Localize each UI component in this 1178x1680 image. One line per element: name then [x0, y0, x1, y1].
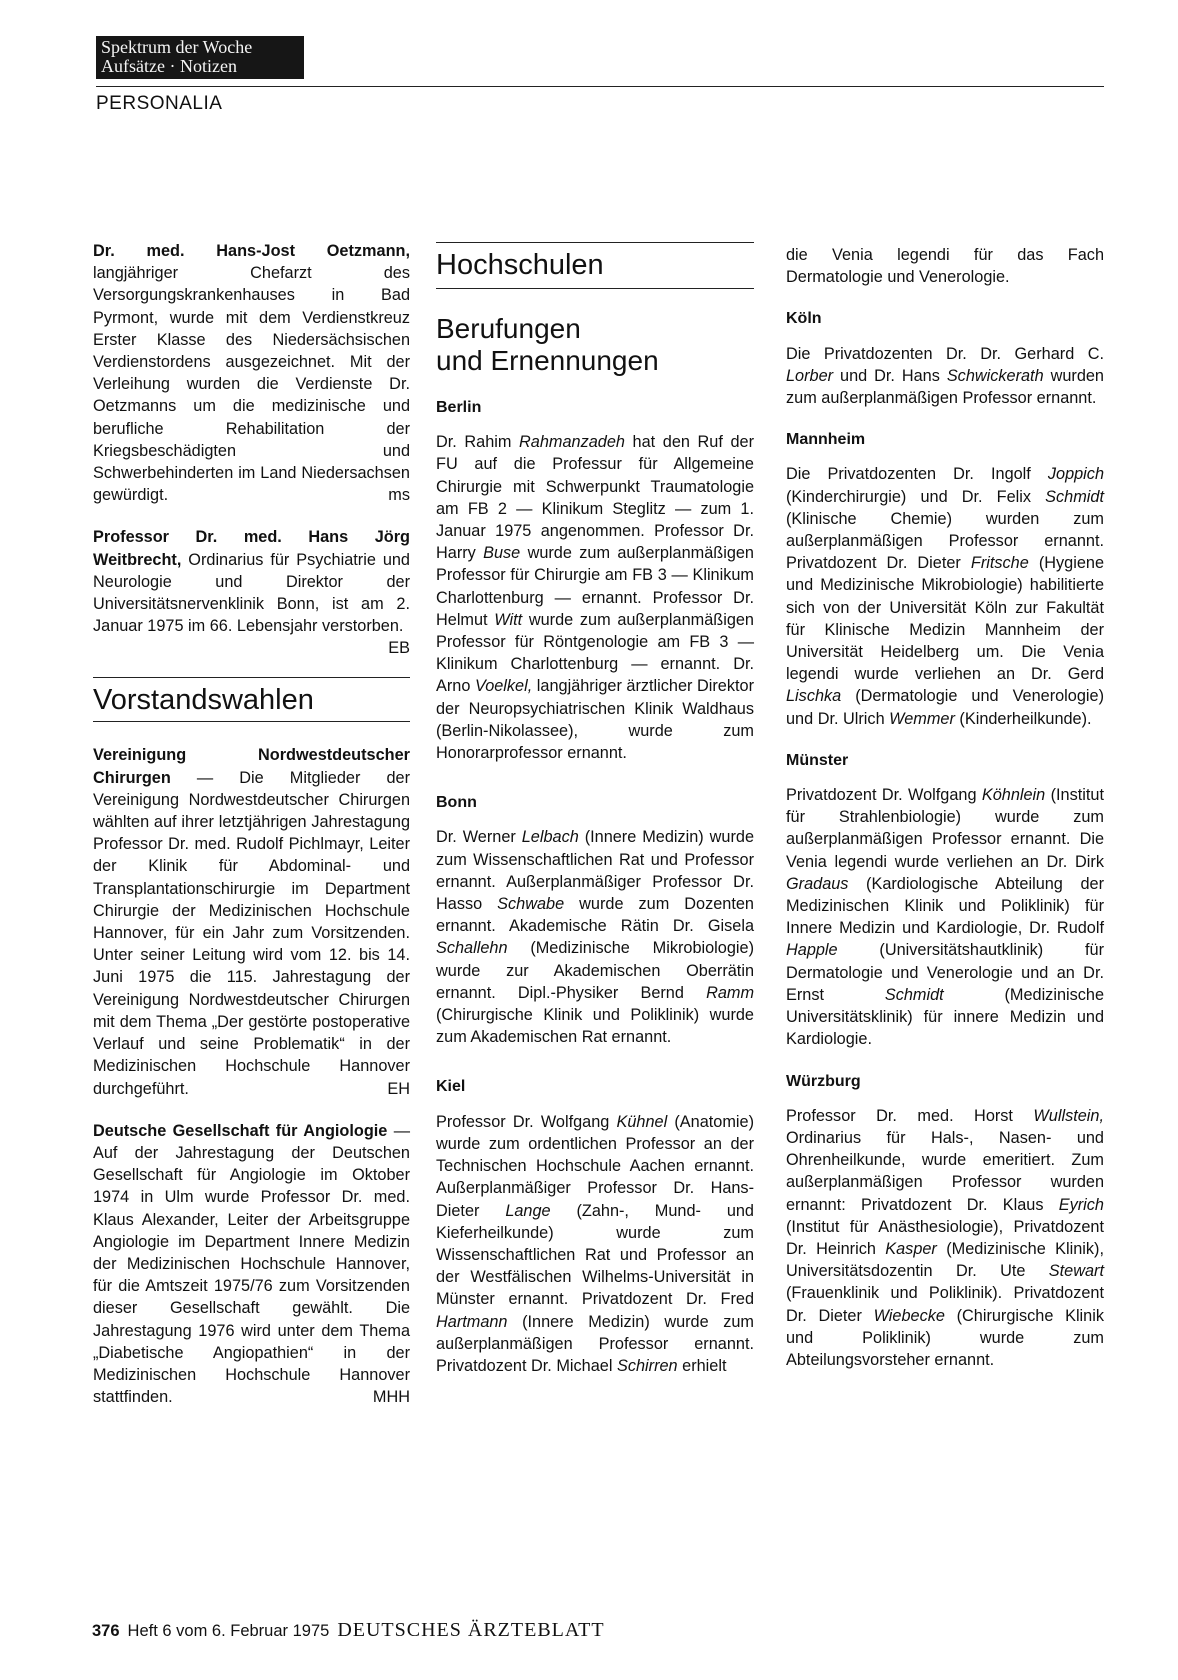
city-heading-wuerzburg: Würzburg — [786, 1072, 861, 1090]
news-muenster: Privatdozent Dr. Wolfgang Köhnlein (Institut für Strahlenbiologie) wurde zum außerplanmäßigen Professor ernannt. Die Venia legendi wurde verliehen an Dr. Dirk Gradaus (Kardiologische Abteilung der Medizinischen Klinik und Poliklinik) für Innere Medizin und Kardiologie, Dr. Rudolf Happle (Universitätshautklinik) für Dermatologie und Venerologie und an Dr. Ernst Schmidt (Medizinische Universitätsklinik) für innere Medizin und Kardiologie. — [786, 786, 1105, 1049]
column-1 — [93, 240, 410, 1408]
news-mannheim: Die Privatdozenten Dr. Ingolf Joppich (Kinderchirurgie) und Dr. Felix Schmidt (Klinische Chemie) wurden zum außerplanmäßigen Professor ernannt. Privatdozent Dr. Dieter Fritsche (Hygiene und Medizinische Mikrobiologie) habilitierte sich von der Universität Köln zur Fakultät für Klinische Medizin Mannheim der Universität Heidelberg um. Die Venia legendi wurde verliehen an Dr. Gerd Lischka (Dermatologie und Venerologie) und Dr. Ulrich Wemmer (Kinderheilkunde). — [786, 465, 1105, 728]
news-kiel: Professor Dr. Wolfgang Kühnel (Anatomie) wurde zum ordentlichen Professor an der Technischen Hochschule Aachen ernannt. Außerplanmäßiger Professor Dr. Hans-Dieter Lange (Zahn-, Mund- und Kieferheilkunde) wurde zum Wissenschaftlichen Rat und Professor an der Westfälischen Wilhelms-Universität in Münster ernannt. Privatdozent Dr. Fred Hartmann (Innere Medizin) wurde zum außerplanmäßigen Professor ernannt. Privatdozent Dr. Michael Schirren erhielt — [436, 1112, 754, 1375]
page-footer — [92, 1619, 605, 1642]
city-heading-koeln: Köln — [786, 310, 822, 328]
news-kiel-continued: die Venia legendi für das Fach Dermatologie und Venerologie. — [786, 246, 1104, 287]
author-sig: MHH — [372, 1388, 410, 1407]
article-chirurgen: Vereinigung Nordwestdeutscher Chirurgen — Die Mitglieder der Vereinigung Nordwestdeutscher Chirurgen wählten auf ihrer letztjährigen Jahrestagung Professor Dr. med. Rudolf Pichlmayr, Leiter der Klinik für Abdominal- und Transplantationschirurgie im Department Chirurgie der Medizinischen Hochschule Hannover, für ein Jahr zum Vorsitzenden. Unter seiner Leitung wird vom 12. bis 14. Juni 1975 die 115. Jahrestagung der Vereinigung Nordwestdeutscher Chirurgen mit dem Thema „Der gestörte postoperative Verlauf und seine Problematik“ in der Medizinischen Hochschule Hannover durchgeführt. EH — [93, 744, 410, 1099]
page-number: 376 — [92, 1622, 120, 1640]
city-heading-berlin: Berlin — [436, 399, 482, 416]
city-heading-muenster: Münster — [786, 751, 849, 769]
section-box-line1: Spektrum der Woche — [101, 37, 253, 57]
subheading-ernennungen: und Ernennungen — [436, 345, 659, 376]
news-koeln: Die Privatdozenten Dr. Dr. Gerhard C. Lorber und Dr. Hans Schwickerath wurden zum außerplanmäßigen Professor ernannt. — [786, 344, 1104, 408]
org-name: Deutsche Gesellschaft für Angiologie — [93, 1121, 388, 1140]
issue-info: Heft 6 vom 6. Februar 1975 — [127, 1622, 330, 1640]
person-name: Dr. med. Hans-Jost Oetzmann, — [93, 242, 410, 260]
magazine-name: DEUTSCHES ÄRZTEBLATT — [337, 1619, 605, 1641]
header-rule — [96, 86, 1104, 87]
section-label: PERSONALIA — [96, 93, 223, 114]
author-sig: EH — [387, 1079, 410, 1098]
column-3 — [786, 244, 1104, 1371]
column-2 — [436, 242, 754, 1377]
city-heading-mannheim: Mannheim — [786, 431, 866, 449]
obituary-weitbrecht: Professor Dr. med. Hans Jörg Weitbrecht, Ordinarius für Psychiatrie und Neurologie und Direktor der Universitätsnervenklinik Bonn, ist am 2. Januar 1975 im 66. Lebensjahr verstorben. EB — [93, 526, 410, 637]
org-name: Vereinigung Nordwestdeutscher Chirurgen — [93, 746, 410, 787]
author-sig: ms — [388, 486, 410, 505]
author-sig: EB — [388, 639, 410, 658]
section-box-line2: Aufsätze · Notizen — [101, 56, 237, 76]
subheading-berufungen: Berufungen — [436, 313, 581, 344]
city-heading-bonn: Bonn — [436, 794, 477, 812]
news-bonn: Dr. Werner Lelbach (Innere Medizin) wurde zum Wissenschaftlichen Rat und Professor ernannt. Außerplanmäßiger Professor Dr. Hasso Schwabe wurde zum Dozenten ernannt. Akademische Rätin Dr. Gisela Schallehn (Medizinische Mikrobiologie) wurde zur Akademischen Oberrätin ernannt. Dipl.-Physiker Bernd Ramm (Chirurgische Klinik und Poliklinik) wurde zum Akademischen Rat ernannt. — [436, 828, 754, 1047]
heading-rule-bottom — [93, 721, 410, 722]
article-angiologie: Deutsche Gesellschaft für Angiologie — Auf der Jahrestagung der Deutschen Gesellschaft für Angiologie im Oktober 1974 in Ulm wurde Professor Dr. med. Klaus Alexander, Leiter der Arbeitsgruppe Angiologie im Department Innere Medizin der Medizinischen Hochschule Hannover, für die Amtszeit 1975/76 zum Vorsitzenden dieser Gesellschaft gewählt. Die Jahrestagung 1976 wird unter dem Thema „Diabetische Angiopathien“ in der Medizinischen Hochschule Hannover stattfinden. MHH — [93, 1120, 410, 1409]
journal-section-box — [96, 36, 304, 79]
city-heading-kiel: Kiel — [436, 1078, 466, 1096]
heading-hochschulen: Hochschulen — [436, 249, 604, 281]
heading-vorstandswahlen: Vorstandswahlen — [93, 684, 314, 717]
news-wuerzburg: Professor Dr. med. Horst Wullstein, Ordinarius für Hals-, Nasen- und Ohrenheilkunde, wurde emeritiert. Zum außerplanmäßigen Professor wurden ernannt: Privatdozent Dr. Klaus Eyrich (Institut für Anästhesiologie), Privatdozent Dr. Heinrich Kasper (Medizinische Klinik), Universitätsdozentin Dr. Ute Stewart (Frauenklinik und Poliklinik). Privatdozent Dr. Dieter Wiebecke (Chirurgische Klinik und Poliklinik) wurde zum Abteilungsvorsteher ernannt. — [786, 1106, 1104, 1369]
person-name: Professor Dr. med. Hans Jörg Weitbrecht, — [93, 528, 410, 569]
news-berlin: Dr. Rahim Rahmanzadeh hat den Ruf der FU auf die Professur für Allgemeine Chirurgie mit Schwerpunkt Traumatologie am FB 2 — Klinikum Steglitz — zum 1. Januar 1975 angenommen. Professor Dr. Harry Buse wurde zum außerplanmäßigen Professor für Chirurgie am FB 3 — Klinikum Charlottenburg — ernannt. Professor Dr. Helmut Witt wurde zum außerplanmäßigen Professor für Röntgenologie am FB 3 — Klinikum Charlottenburg — ernannt. Dr. Arno Voelkel, langjähriger ärztlicher Direktor der Neuropsychiatrischen Klinik Waldhaus (Berlin-Nikolassee), wurde zum Honorarprofessor ernannt. — [436, 433, 754, 763]
obituary-oetzmann: Dr. med. Hans-Jost Oetzmann, langjähriger Chefarzt des Versorgungskrankenhauses in Bad Pyrmont, wurde mit dem Verdienstkreuz Erster Klasse des Niedersächsischen Verdienstordens ausgezeichnet. Mit der Verleihung wurden die Verdienste Dr. Oetzmanns um die medizinische und berufliche Rehabilitation der Kriegsbeschädigten und Schwerbehinderten im Land Niedersachsen gewürdigt. ms — [93, 240, 410, 506]
